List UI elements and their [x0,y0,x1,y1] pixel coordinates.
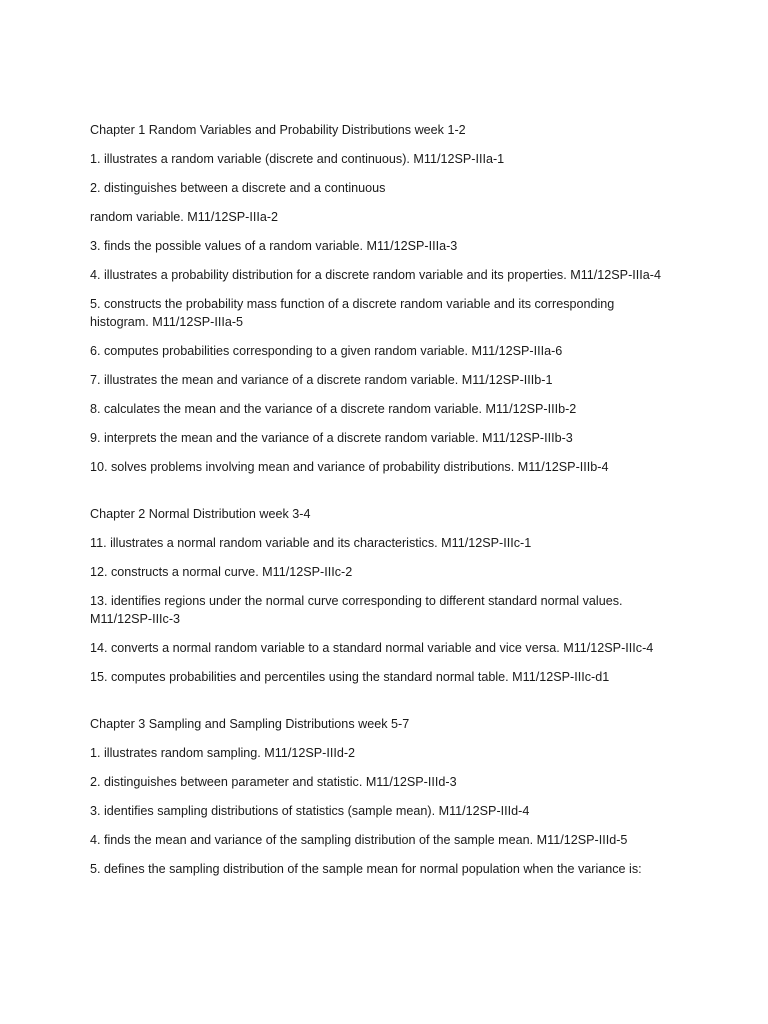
chapter-1-item-2-continued: random variable. M11/12SP-IIIa-2 [90,210,279,224]
chapter-1-item-8: 8. calculates the mean and the variance of a discrete random variable. M11/12SP-IIIb-2 [90,402,577,416]
chapter-2-item-13-line-1: 13. identifies regions under the normal curve corresponding to different standard normal values. [90,594,623,608]
chapter-1-item-5-line-1: 5. constructs the probability mass function of a discrete random variable and its corresponding [90,297,615,311]
section-spacer [90,697,690,715]
chapter-2-item-13-line-2: M11/12SP-IIIc-3 [90,612,181,626]
section-spacer [90,487,690,505]
chapter-2-heading: Chapter 2 Normal Distribution week 3-4 [90,507,311,521]
chapter-1-item-10: 10. solves problems involving mean and variance of probability distributions. M11/12SP-IIIb-4 [90,460,609,474]
chapter-3-heading: Chapter 3 Sampling and Sampling Distributions week 5-7 [90,717,410,731]
chapter-1-heading: Chapter 1 Random Variables and Probability Distributions week 1-2 [90,123,466,137]
chapter-2-item-12: 12. constructs a normal curve. M11/12SP-IIIc-2 [90,565,353,579]
chapter-1-item-2: 2. distinguishes between a discrete and a continuous [90,181,386,195]
chapter-3-item-3: 3. identifies sampling distributions of statistics (sample mean). M11/12SP-IIId-4 [90,804,530,818]
chapter-1-item-5 [90,295,690,331]
document-page [90,121,690,889]
chapter-1-item-1: 1. illustrates a random variable (discrete and continuous). M11/12SP-IIIa-1 [90,152,505,166]
chapter-2-item-14: 14. converts a normal random variable to a standard normal variable and vice versa. M11/12SP-IIIc-4 [90,641,654,655]
chapter-1-item-6: 6. computes probabilities corresponding to a given random variable. M11/12SP-IIIa-6 [90,344,563,358]
chapter-2-item-13 [90,592,690,628]
chapter-3-item-4: 4. finds the mean and variance of the sampling distribution of the sample mean. M11/12SP-IIId-5 [90,833,628,847]
chapter-3-item-1: 1. illustrates random sampling. M11/12SP-IIId-2 [90,746,356,760]
chapter-1-item-7: 7. illustrates the mean and variance of a discrete random variable. M11/12SP-IIIb-1 [90,373,553,387]
chapter-1-item-9: 9. interprets the mean and the variance of a discrete random variable. M11/12SP-IIIb-3 [90,431,573,445]
chapter-1-item-5-line-2: histogram. M11/12SP-IIIa-5 [90,315,244,329]
chapter-1-item-4: 4. illustrates a probability distribution for a discrete random variable and its properties. M11/12SP-IIIa-4 [90,268,661,282]
chapter-1-item-3: 3. finds the possible values of a random variable. M11/12SP-IIIa-3 [90,239,458,253]
chapter-3-item-5: 5. defines the sampling distribution of the sample mean for normal population when the variance is: [90,862,642,876]
chapter-2-item-11: 11. illustrates a normal random variable and its characteristics. M11/12SP-IIIc-1 [90,536,532,550]
chapter-2-item-15: 15. computes probabilities and percentiles using the standard normal table. M11/12SP-IIIc-d1 [90,670,610,684]
chapter-3-item-2: 2. distinguishes between parameter and statistic. M11/12SP-IIId-3 [90,775,457,789]
